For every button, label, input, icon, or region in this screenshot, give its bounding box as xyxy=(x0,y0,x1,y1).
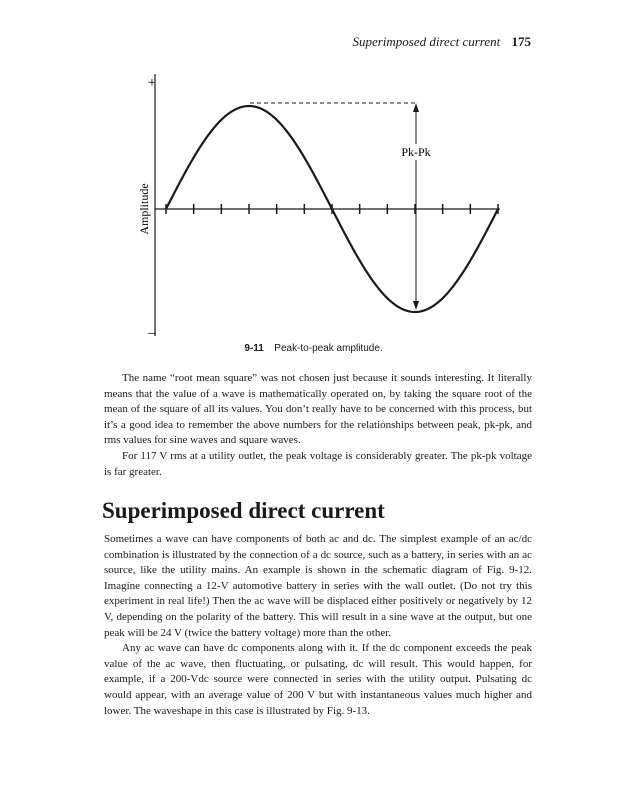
paragraph-utility-voltage: For 117 V rms at a utility outlet, the peak voltage is considerably greater. The pk-pk voltage is far greater. xyxy=(104,449,532,478)
intro-section xyxy=(104,371,532,480)
superimposed-dc-section xyxy=(104,532,532,719)
paragraph-pulsating-dc: Any ac wave can have dc components along with it. If the dc component exceeds the peak value of the ac wave, then fluctuating, or pulsating, dc will result. This would happen, for example, if a 200-Vdc source were connected in series with the utility output. Pulsating dc would appear, with an average value of 200 V but with instantaneous values much higher and lower. The waveshape in this case is illustrated by Fig. 9-13. xyxy=(104,642,532,717)
figure-caption xyxy=(0,343,627,354)
figure-number: 9-11 xyxy=(244,343,264,354)
page-number: 175 xyxy=(511,34,531,49)
figure-caption-text: Peak-to-peak amplitude. xyxy=(274,343,383,354)
paragraph-rms: The name “root mean square” was not chosen just because it sounds interesting. It literally means that the value of a wave is mathematically operated on, by taking the square root of the mean of the square of all its values. You don’t really have to be concerned with this process, but it’s a good idea to remember the above numbers for the relationships between peak, pk-pk, and rms values for sine waves and square waves. xyxy=(104,372,532,447)
arrow-up-icon xyxy=(413,103,419,112)
paragraph-ac-dc-combination: Sometimes a wave can have components of both ac and dc. The simplest example of an ac/dc combination is illustrated by the connection of a dc source, such as a battery, in series with an ac source, like the utility mains. An example is shown in the schematic diagram of Fig. 9-12. Imagine connecting a 12-V automotive battery in series with the wall outlet. (Do not try this experiment in real life!) Then the ac wave will be displaced either positively or negatively by 12 V, depending on the polarity of the battery. This will result in a sine wave at the output, but one peak will be 24 V (twice the battery voltage) more than the other. xyxy=(104,533,532,639)
running-title: Superimposed direct current xyxy=(352,34,501,49)
plus-sign: + xyxy=(147,75,157,91)
sine-wave-figure xyxy=(0,0,627,345)
section-heading: Superimposed direct current xyxy=(102,498,385,523)
y-axis-label: Amplitude xyxy=(137,183,151,235)
arrow-down-icon xyxy=(413,301,419,310)
pk-pk-label: Pk-Pk xyxy=(401,145,431,159)
minus-sign: – xyxy=(148,325,156,341)
